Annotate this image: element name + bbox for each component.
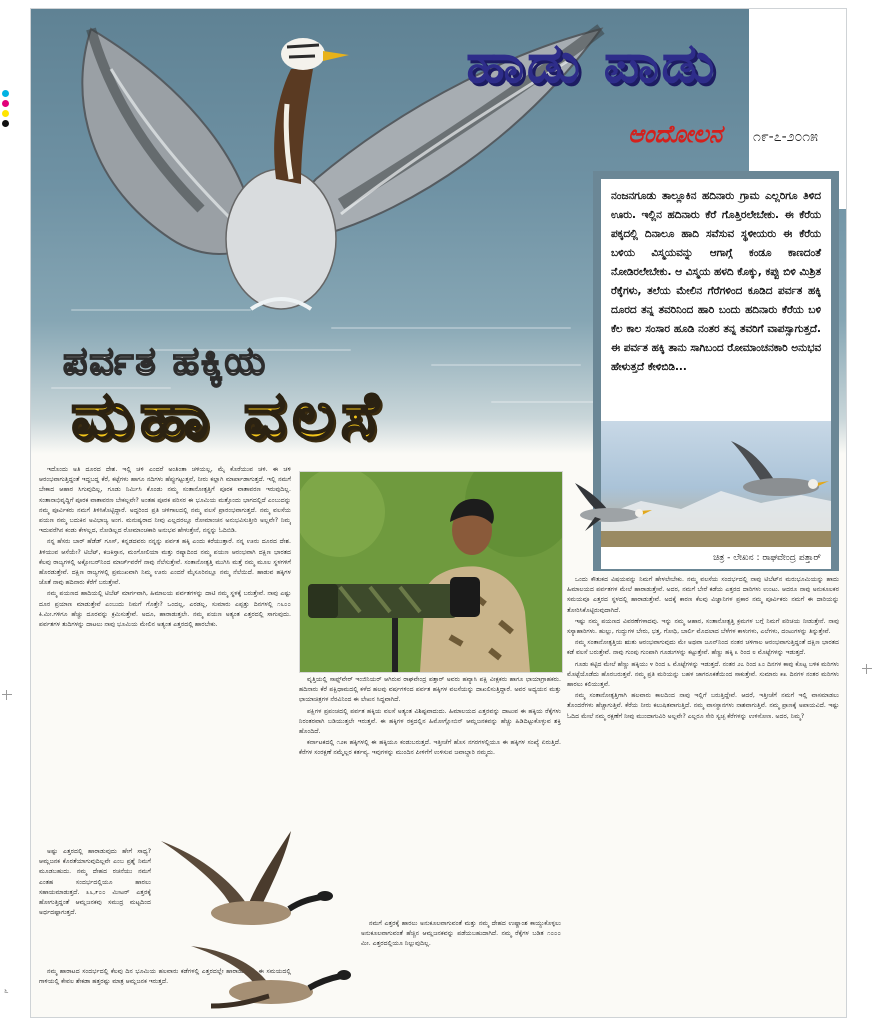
article-paragraph: ಅಷ್ಟು ಎತ್ತರದಲ್ಲಿ ಹಾರಾಡುವುದು ಹೇಗೆ ಸಾಧ್ಯ? ಆಮ್ಲಜನಕ ಕೊರತೆಯಾಗುವುದಿಲ್ಲವೇ ಎಂಬ ಪ್ರಶ್ನೆ ನಿಮಗೆ ಮೂಡಬಹುದು. ನಮ್ಮ ದೇಹದ ರಚನೆಯು ನಮಗೆ ಎಂತಹ ಸಂದರ್ಭದಲ್ಲಿಯೂ ಹಾರಲು ಸಹಾಯಮಾಡುತ್ತದೆ. ೩೬,೯೦೦ ಮೀಟರ್ ಎತ್ತರಕ್ಕೆ ಹೋಗುತ್ತಿದ್ದಂತೆ ಆಮ್ಲಜನಕವು ಸಮುದ್ರ ಮಟ್ಟದಿಂದ ಅರ್ಧದಷ್ಟಾಗುತ್ತದೆ. (39, 848, 151, 917)
photographer-photo (299, 471, 563, 673)
article-paragraph: ಇಷ್ಟು ನಮ್ಮ ಪಯಣದ ವಿವರಣೆಗಳಾದವು. ಇನ್ನು ನಮ್ಮ ಆಹಾರ, ಸಂತಾನೋತ್ಪತ್ತಿ ಕ್ರಮಗಳ ಬಗ್ಗೆ ನಿಮಗೆ ಪರಿಚಯ ನೀಡುತ್ತೇನೆ. ನಾವು ಸಸ್ಯಾಹಾರಿಗಳು. ಹುಲ್ಲು, ಗುದ್ದುಗಳ ಬೇರು, ಭತ್ತ, ಗೋಧಿ, ಬಾರ್ಲಿ ಮೊದಲಾದ ಬೆಳೆಗಳ ಕಾಳುಗಳು, ಎಲೆಗಳು, ದಂಟುಗಳನ್ನು ತಿನ್ನುತ್ತೇವೆ. (567, 617, 839, 636)
newspaper-page (30, 8, 847, 1018)
article-column-2-bottom (361, 919, 561, 1015)
intro-text: ನಂಜನಗೂಡು ತಾಲ್ಲೂಕಿನ ಹದಿನಾರು ಗ್ರಾಮ ಎಲ್ಲರಿಗೂ ತಿಳಿದ ಊರು. ಇಲ್ಲಿನ ಹದಿನಾರು ಕೆರೆ ಗೊತ್ತಿರಲೇಬೇಕು. ಈ ಕೆರೆಯ ಪಕ್ಕದಲ್ಲಿ ದಿನಾಲೂ ಹಾದಿ ಸವೆಸುವ ಸ್ಥಳೀಯರು ಈ ಕೆರೆಯ ಬಳಿಯ ವಿಸ್ಮಯವನ್ನು ಆಗಾಗ್ಗೆ ಕಂಡೂ ಕಾಣದಂತೆ ನೋಡಿರಲೇಬೇಕು. ಆ ವಿಸ್ಮಯ ಹಳದಿ ಕೊಕ್ಕು, ಕಪ್ಪು ಬಿಳಿ ಮಿಶ್ರಿತ ರೆಕ್ಕೆಗಳು, ತಲೆಯ ಮೇಲಿನ ಗೆರೆಗಳಿಂದ ಕೂಡಿದ ಪರ್ವತ ಹಕ್ಕಿ ದೂರದ ತನ್ನ ತವರಿನಿಂದ ಹಾರಿ ಬಂದು ಹದಿನಾರು ಕೆರೆಯ ಬಳಿ ಕೆಲ ಕಾಲ ಸಂಸಾರ ಹೂಡಿ ನಂತರ ತನ್ನ ತವರಿಗೆ ವಾಪಸ್ಸಾಗುತ್ತದೆ. ಈ ಪರ್ವತ ಹಕ್ಕಿ ತಾನು ಸಾಗಿಬಂದ ರೋಮಾಂಚನಕಾರಿ ಅನುಭವ ಹೇಳುತ್ತದೆ ಕೇಳಿಬಿಡಿ... (611, 190, 821, 373)
article-paragraph: ನಮ್ಮ ಸಂತಾನೋತ್ಪತ್ತಿಗಾಗಿ ಹಲವಾರು ಕಾಲದಿಂದ ನಾವು ಇಲ್ಲಿಗೆ ಬರುತ್ತಿದ್ದೇವೆ. ಆದರೆ, ಇತ್ತೀಚೆಗೆ ನಮಗೆ ಇಲ್ಲಿ ವಾಸಮಾಡಲು ತೊಂದರೆಗಳು ಹೆಚ್ಚಾಗುತ್ತಿವೆ. ಕೆರೆಯ ನೀರು ಕಲುಷಿತವಾಗುತ್ತಿದೆ. ನಮ್ಮ ವಾಸಸ್ಥಾನಗಳು ನಾಶವಾಗುತ್ತಿವೆ. ನಮ್ಮ ಪ್ರಾಣಕ್ಕೆ ಅಪಾಯವಿದೆ. ಇಷ್ಟು ಓದಿದ ಮೇಲೆ ನಮ್ಮ ರಕ್ಷಣೆಗೆ ನೀವು ಮುಂದಾಗುವಿರಿ ಅಲ್ಲವೇ? ಎಲ್ಲರೂ ಸೇರಿ ಸ್ವಚ್ಛ ಕೆರೆಗಳನ್ನು ಉಳಿಸೋಣ. ಅದರ, ನಿಮ್ಮ? (567, 692, 839, 720)
headline-line-1: ಪರ್ವತ ಹಕ್ಕಿಯ (63, 339, 268, 383)
article-paragraph: ಪಕ್ಷಿಗಳ ಪ್ರಪಂಚದಲ್ಲಿ ಪರ್ವತ ಹಕ್ಕಿಯ ವಲಸೆ ಅತ್ಯಂತ ವಿಶಿಷ್ಟವಾದುದು. ಹಿಮಾಲಯದ ಎತ್ತರವನ್ನು ದಾಟುವ ಈ ಹಕ್ಕಿಯ ರೆಕ್ಕೆಗಳು ನಿರಂತರವಾಗಿ ಬಡಿಯುತ್ತಲೇ ಇರುತ್ತವೆ. ಈ ಹಕ್ಕಿಗಳ ರಕ್ತದಲ್ಲಿನ ಹಿಮೋಗ್ಲೋಬಿನ್ ಆಮ್ಲಜನಕವನ್ನು ಹೆಚ್ಚು ಹಿಡಿದಿಟ್ಟುಕೊಳ್ಳುವ ಶಕ್ತಿ ಹೊಂದಿದೆ. (299, 707, 561, 736)
color-registration-dots (2, 90, 9, 130)
page-number-mark: ೬ (4, 986, 9, 995)
article-paragraph: ಕರ್ನಾಟಕದಲ್ಲಿ ೧೨೫ ಹಕ್ಕಿಗಳಲ್ಲಿ ಈ ಹಕ್ಕಿಯೂ ಕಂಡುಬರುತ್ತದೆ. ಇತ್ತೀಚೆಗೆ ಹೊಸ ನಗರಗಳಲ್ಲಿಯೂ ಈ ಹಕ್ಕಿಗಳ ಸಂಖ್ಯೆ ಏರುತ್ತಿದೆ. ಕೆರೆಗಳ ಸಂರಕ್ಷಣೆ ನಮ್ಮೆಲ್ಲರ ಕರ್ತವ್ಯ. ಇವುಗಳನ್ನು ಮುಂದಿನ ಪೀಳಿಗೆಗೆ ಉಳಿಸುವ ಜವಾಬ್ದಾರಿ ನಮ್ಮದು. (299, 739, 561, 757)
small-flying-goose-icon (555, 473, 655, 533)
masthead-subtitle: ಆಂದೋಲನ (628, 119, 723, 148)
article-paragraph: ಇದೊಂದು ಅತಿ ದೂರದ ದೇಶ. ಇಲ್ಲಿ ಚಳಿ ಎಂದರೆ ಅಂತಿಂತಾ ಚಳಿಯಲ್ಲ, ಮೈ ಕೊರೆಯುವ ಚಳಿ. ಈ ಚಳಿ ಆರಂಭವಾಗುತ್ತಿದ್ದಂತೆ ಇದ್ದಬದ್ದ ಕೆರೆ, ಕಟ್ಟೆಗಳು ಹಾಗೂ ನದಿಗಳು ಹೆಪ್ಪುಗಟ್ಟುತ್ತವೆ, ನೀರು ಕಲ್ಲಾಗಿ ಮಾರ್ಪಾಡಾಗುತ್ತದೆ. ಇಲ್ಲಿ ನಮಗೆ ಬೇಕಾದ ಆಹಾರ ಸಿಗುವುದಿಲ್ಲ, ಗೂಡು ನಿರ್ಮಿಸಿ ಕೊಂಡು ನಮ್ಮ ಸಂತಾನೋತ್ಪತ್ತಿಗೆ ಪೂರಕ ವಾತಾವರಣ ಇರುವುದಿಲ್ಲ. ಸಂತಾನಾಭಿವೃದ್ಧಿಗೆ ಪೂರಕ ವಾತಾವರಣ ಬೇಕಲ್ಲವೇ? ಅಂತಹ ಪೂರಕ ಪರಿಸರ ಈ ಭೂಮಿಯ ಮತ್ತೊಂದು ಭಾಗದಲ್ಲಿದೆ ಎಂಬುದನ್ನು ನಮ್ಮ ಪೂರ್ವಿಕರು ನಮಗೆ ತಿಳಿಸಿಕೊಟ್ಟಿದ್ದಾರೆ. ಅದ್ದರಿಂದ ಪ್ರತಿ ಚಳಿಗಾಲದಲ್ಲಿ ನಮ್ಮ ವಲಸೆ ಪ್ರಾರಂಭವಾಗುತ್ತದೆ. ನಮ್ಮ ವಲಸೆಯ ಪಯಣ ನಮ್ಮ ಬದುಕಿನ ಅವಿಭಾಜ್ಯ ಅಂಗ. ಮನುಷ್ಯರಾದ ನೀವು ಎಲ್ಲದರಲ್ಲೂ ರೋಮಾಂಚನ ಅನುಭವಿಸುತ್ತೀರಿ ಅಲ್ಲವೇ? ನಿಮ್ಮ ಇದುವರೆಗಿನ ಕಂಡು ಕೇಳಲ್ಲದ, ನೋಡಿಲ್ಲದ ರೋಮಾಂಚಕಾರಿ ಅನುಭವ ಹೇಳುತ್ತೇನೆ, ನನ್ನನ್ನು ಓದಿಬಿಡಿ. (39, 466, 291, 535)
article-column-1-lower (39, 847, 151, 967)
article-paragraph: ನಮಗೆ ಎತ್ತರಕ್ಕೆ ಹಾರಲು ಅನುಕೂಲವಾಗುವಂತೆ ಮತ್ತು ನಮ್ಮ ದೇಹದ ಉಷ್ಣಾಂಶ ಕಾಯ್ದುಕೊಳ್ಳಲು ಅನುಕೂಲವಾಗುವಂತೆ ಹೆಚ್ಚಿನ ಆಮ್ಲಜನಕವನ್ನು ಪಡೆಯಬಹುದಾಗಿದೆ. ನಮ್ಮ ರೆಕ್ಕೆಗಳ ಬಡಿತ ೧೦೦೦ ಮೀ. ಎತ್ತರದಲ್ಲಿಯೂ ನಿಲ್ಲುವುದಿಲ್ಲ. (361, 920, 561, 948)
article-paragraph: ನಮ್ಮ ಸಂತಾನೋತ್ಪತ್ತಿಯ ಋತು ಆರಂಭವಾಗುವುದು ಮೇ ಅಥವಾ ಜೂನ್‌ನಿಂದ ನಂತರ ಚಳಿಗಾಲ ಆರಂಭವಾಗುತ್ತಿದ್ದಂತೆ ದಕ್ಷಿಣ ಭಾರತದ ಕಡೆ ವಲಸೆ ಬರುತ್ತೇವೆ. ನಾವು ಗುಂಪು ಗುಂಪಾಗಿ ಗೂಡುಗಳನ್ನು ಕಟ್ಟುತ್ತೇವೆ. ಹೆಣ್ಣು ಹಕ್ಕಿ ೩ ರಿಂದ ೮ ಮೊಟ್ಟೆಗಳನ್ನು ಇಡುತ್ತದೆ. (567, 639, 839, 657)
article-paragraph: ನಮ್ಮ ಹಾರಾಟದ ಸಂದರ್ಭದಲ್ಲಿ ಕೆಲವು ದಿನ ಭೂಮಿಯ ಹಲವಾರು ಕಡೆಗಳಲ್ಲಿ ಎತ್ತರದಲ್ಲೇ ಹಾರಾಡುತ್ತೇವೆ. ಈ ಸಮಯದಲ್ಲಿ ಗಾಳಿಯಲ್ಲಿ ಕೇವಲ ಶೇಕಡಾ ಹತ್ತರಷ್ಟು ಮಾತ್ರ ಆಮ್ಲಜನಕ ಇರುತ್ತದೆ. (39, 968, 291, 986)
article-paragraph: ಒಂದು ಕೌತುಕದ ವಿಷಯವನ್ನು ನಿಮಗೆ ಹೇಳಲೇಬೇಕು. ನಮ್ಮ ವಲಸೆಯ ಸಂದರ್ಭದಲ್ಲಿ ನಾವು ಟಿಬೆಟ್‌ನ ಮರುಭೂಮಿಯನ್ನು ಹಾದು ಹಿಮಾಲಯದ ಪರ್ವತಗಳ ಮೇಲೆ ಹಾರಾಡುತ್ತೇವೆ. ಅದರ, ನಮಗೆ ಬೇರೆ ಕಡೆಯ ಎತ್ತರದ ದಾರಿಗಳು ಉಂಟು. ಆದರೂ ನಾವು ಅನುಕೂಲಕರ ಸಮಯವೂ ಎತ್ತರದ ಸ್ಥಳದಲ್ಲಿ ಹಾರಾಡುತ್ತೇವೆ. ಅದಕ್ಕೆ ಕಾರಣ ಕೆಲವು ವಿಜ್ಞಾನಿಗಳ ಪ್ರಕಾರ ನಮ್ಮ ಪೂರ್ವಿಕರು ನಮಗೆ ಈ ದಾರಿಯನ್ನು ತೋರಿಸಿಕೊಟ್ಟಿರುವುದಾಗಿದೆ. (567, 576, 839, 614)
article-paragraph: ನನ್ನ ಹೆಸರು ಬಾರ್ ಹೆಡೆಡ್ ಗೂಸ್, ಕನ್ನಡದವರು ನನ್ನನ್ನು ಪರ್ವತ ಹಕ್ಕಿ ಎಂದು ಕರೆಯುತ್ತಾರೆ. ನನ್ನ ಊರು ದೂರದ ದೇಶ. ತಿಳಿಯುವ ಆಸೆಯೇ? ಟಿಬೆಟ್, ಕಜಕಿಸ್ತಾನ, ಮಂಗೋಲಿಯಾ ಮತ್ತು ರಷ್ಯಾದಿಂದ ನಮ್ಮ ಪಯಣ ಆರಂಭವಾಗಿ ದಕ್ಷಿಣ ಭಾರತದ ಕೆಲವು ರಾಜ್ಯಗಳಲ್ಲಿ ಅಕ್ಟೋಬರ್‌ನಿಂದ ಮಾರ್ಚ್‌ವರೆಗೆ ನಾವು ನೆಲೆಸುತ್ತೇವೆ. ಸಂತಾನೋತ್ಪತ್ತಿ ಮುಗಿಸಿ ಮತ್ತೆ ನಮ್ಮ ಮೂಲ ಸ್ಥಳಗಳಿಗೆ ಹೊರಡುತ್ತೇವೆ. ದಕ್ಷಿಣ ರಾಜ್ಯಗಳಲ್ಲಿ ಪ್ರಮುಖವಾಗಿ ನಿಮ್ಮ ಊರು ಎಂದರೆ ಮೈಸೂರಿನಲ್ಲೂ ನಮ್ಮ ನೆಲೆಯಿದೆ. ಹಾಡುವ ಹಕ್ಕಿಗಳ ಜೊತೆ ನಾವು ಹದಿನಾರು ಕೆರೆಗೆ ಬರುತ್ತೇವೆ. (39, 538, 291, 587)
crop-mark-left (2, 690, 12, 700)
masthead-title: ಹಾಡು ಪಾಡು (466, 31, 717, 96)
crop-mark-right (862, 664, 872, 674)
intro-text-panel (601, 179, 831, 421)
headline-line-2: ಮಹಾ ವಲಸೆ (71, 377, 385, 454)
article-paragraph: ವೃತ್ತಿಯಲ್ಲಿ ಸಾಫ್ಟ್‌ವೇರ್ ಇಂಜಿನಿಯರ್ ಆಗಿರುವ ರಾಘವೇಂದ್ರ ಪತ್ತಾರ್ ಅವರು ಹವ್ಯಾಸಿ ಪಕ್ಷಿ ವೀಕ್ಷಕರು ಹಾಗೂ ಛಾಯಾಗ್ರಾಹಕರು. ಹದಿನಾರು ಕೆರೆ ಪಕ್ಷಿಧಾಮದಲ್ಲಿ ಕಳೆದ ಹಲವು ವರ್ಷಗಳಿಂದ ಪರ್ವತ ಹಕ್ಕಿಗಳ ವಲಸೆಯನ್ನು ದಾಖಲಿಸುತ್ತಿದ್ದಾರೆ. ಅವರ ಅಧ್ಯಯನ ಮತ್ತು ಛಾಯಾಚಿತ್ರಗಳ ನೆರವಿನಿಂದ ಈ ಲೇಖನ ಸಿದ್ಧವಾಗಿದೆ. (299, 676, 561, 704)
article-column-3 (567, 575, 839, 1015)
photo-credit: ಚಿತ್ರ - ಲೇಖನ : ರಾಘವೇಂದ್ರ ಪತ್ತಾರ್ (601, 547, 831, 569)
article-column-1 (39, 465, 291, 845)
article-paragraph: ಗೂಡು ಕಟ್ಟಿದ ಮೇಲೆ ಹೆಣ್ಣು ಹಕ್ಕಿಯು ೪ ರಿಂದ ೬ ಮೊಟ್ಟೆಗಳನ್ನು ಇಡುತ್ತದೆ. ನಂತರ ೨೭ ರಿಂದ ೩೦ ದಿನಗಳ ಕಾವು ಕೊಟ್ಟ ಬಳಿಕ ಮರಿಗಳು ಮೊಟ್ಟೆಯೊಡೆದು ಹೊರಬರುತ್ತವೆ. ನಮ್ಮ ಪ್ರತಿ ಮರಿಯನ್ನು ಬಹಳ ಜಾಗರೂಕತೆಯಿಂದ ಸಾಕುತ್ತೇವೆ. ಸುಮಾರು ೫೩ ದಿನಗಳ ನಂತರ ಮರಿಗಳು ಹಾರಲು ಕಲಿಯುತ್ತವೆ. (567, 660, 839, 689)
article-column-2 (299, 675, 561, 917)
article-paragraph: ನಮ್ಮ ಪಯಣದ ಹಾದಿಯಲ್ಲಿ ಟಿಬೆಟ್ ಮಾರ್ಗವಾಗಿ, ಹಿಮಾಲಯ ಪರ್ವತಗಳನ್ನು ದಾಟಿ ನಮ್ಮ ಸ್ಥಳಕ್ಕೆ ಬರುತ್ತೇವೆ. ನಾವು ಎಷ್ಟು ದೂರ ಪ್ರಯಾಣ ಮಾಡುತ್ತೇವೆ ಎಂಬುದು ನಿಮಗೆ ಗೊತ್ತೇ? ಒಂದಲ್ಲ, ಎರಡಲ್ಲ, ಸುಮಾರು ಎಪ್ಪತ್ತು ದಿನಗಳಲ್ಲಿ ೧೬೦೦ ಕಿ.ಮೀ.ಗಳಿಗೂ ಹೆಚ್ಚು ದೂರವನ್ನು ಕ್ರಮಿಸುತ್ತೇವೆ. ಅದೂ, ಹಾರಾಡುತ್ತಲೇ. ನಮ್ಮ ಪಯಣ ಅತ್ಯಂತ ಎತ್ತರದಲ್ಲಿ ಸಾಗುವುದು. ಪರ್ವತಗಳ ತುದಿಗಳನ್ನು ದಾಟಲು ನಾವು ಭೂಮಿಯ ಮೇಲಿನ ಅತ್ಯಂತ ಎತ್ತರದಲ್ಲಿ ಹಾರಬೇಕು. (39, 590, 291, 629)
issue-date: ೧೯-೭-೨೦೧೫ (753, 129, 818, 145)
photographer-icon (300, 472, 562, 672)
